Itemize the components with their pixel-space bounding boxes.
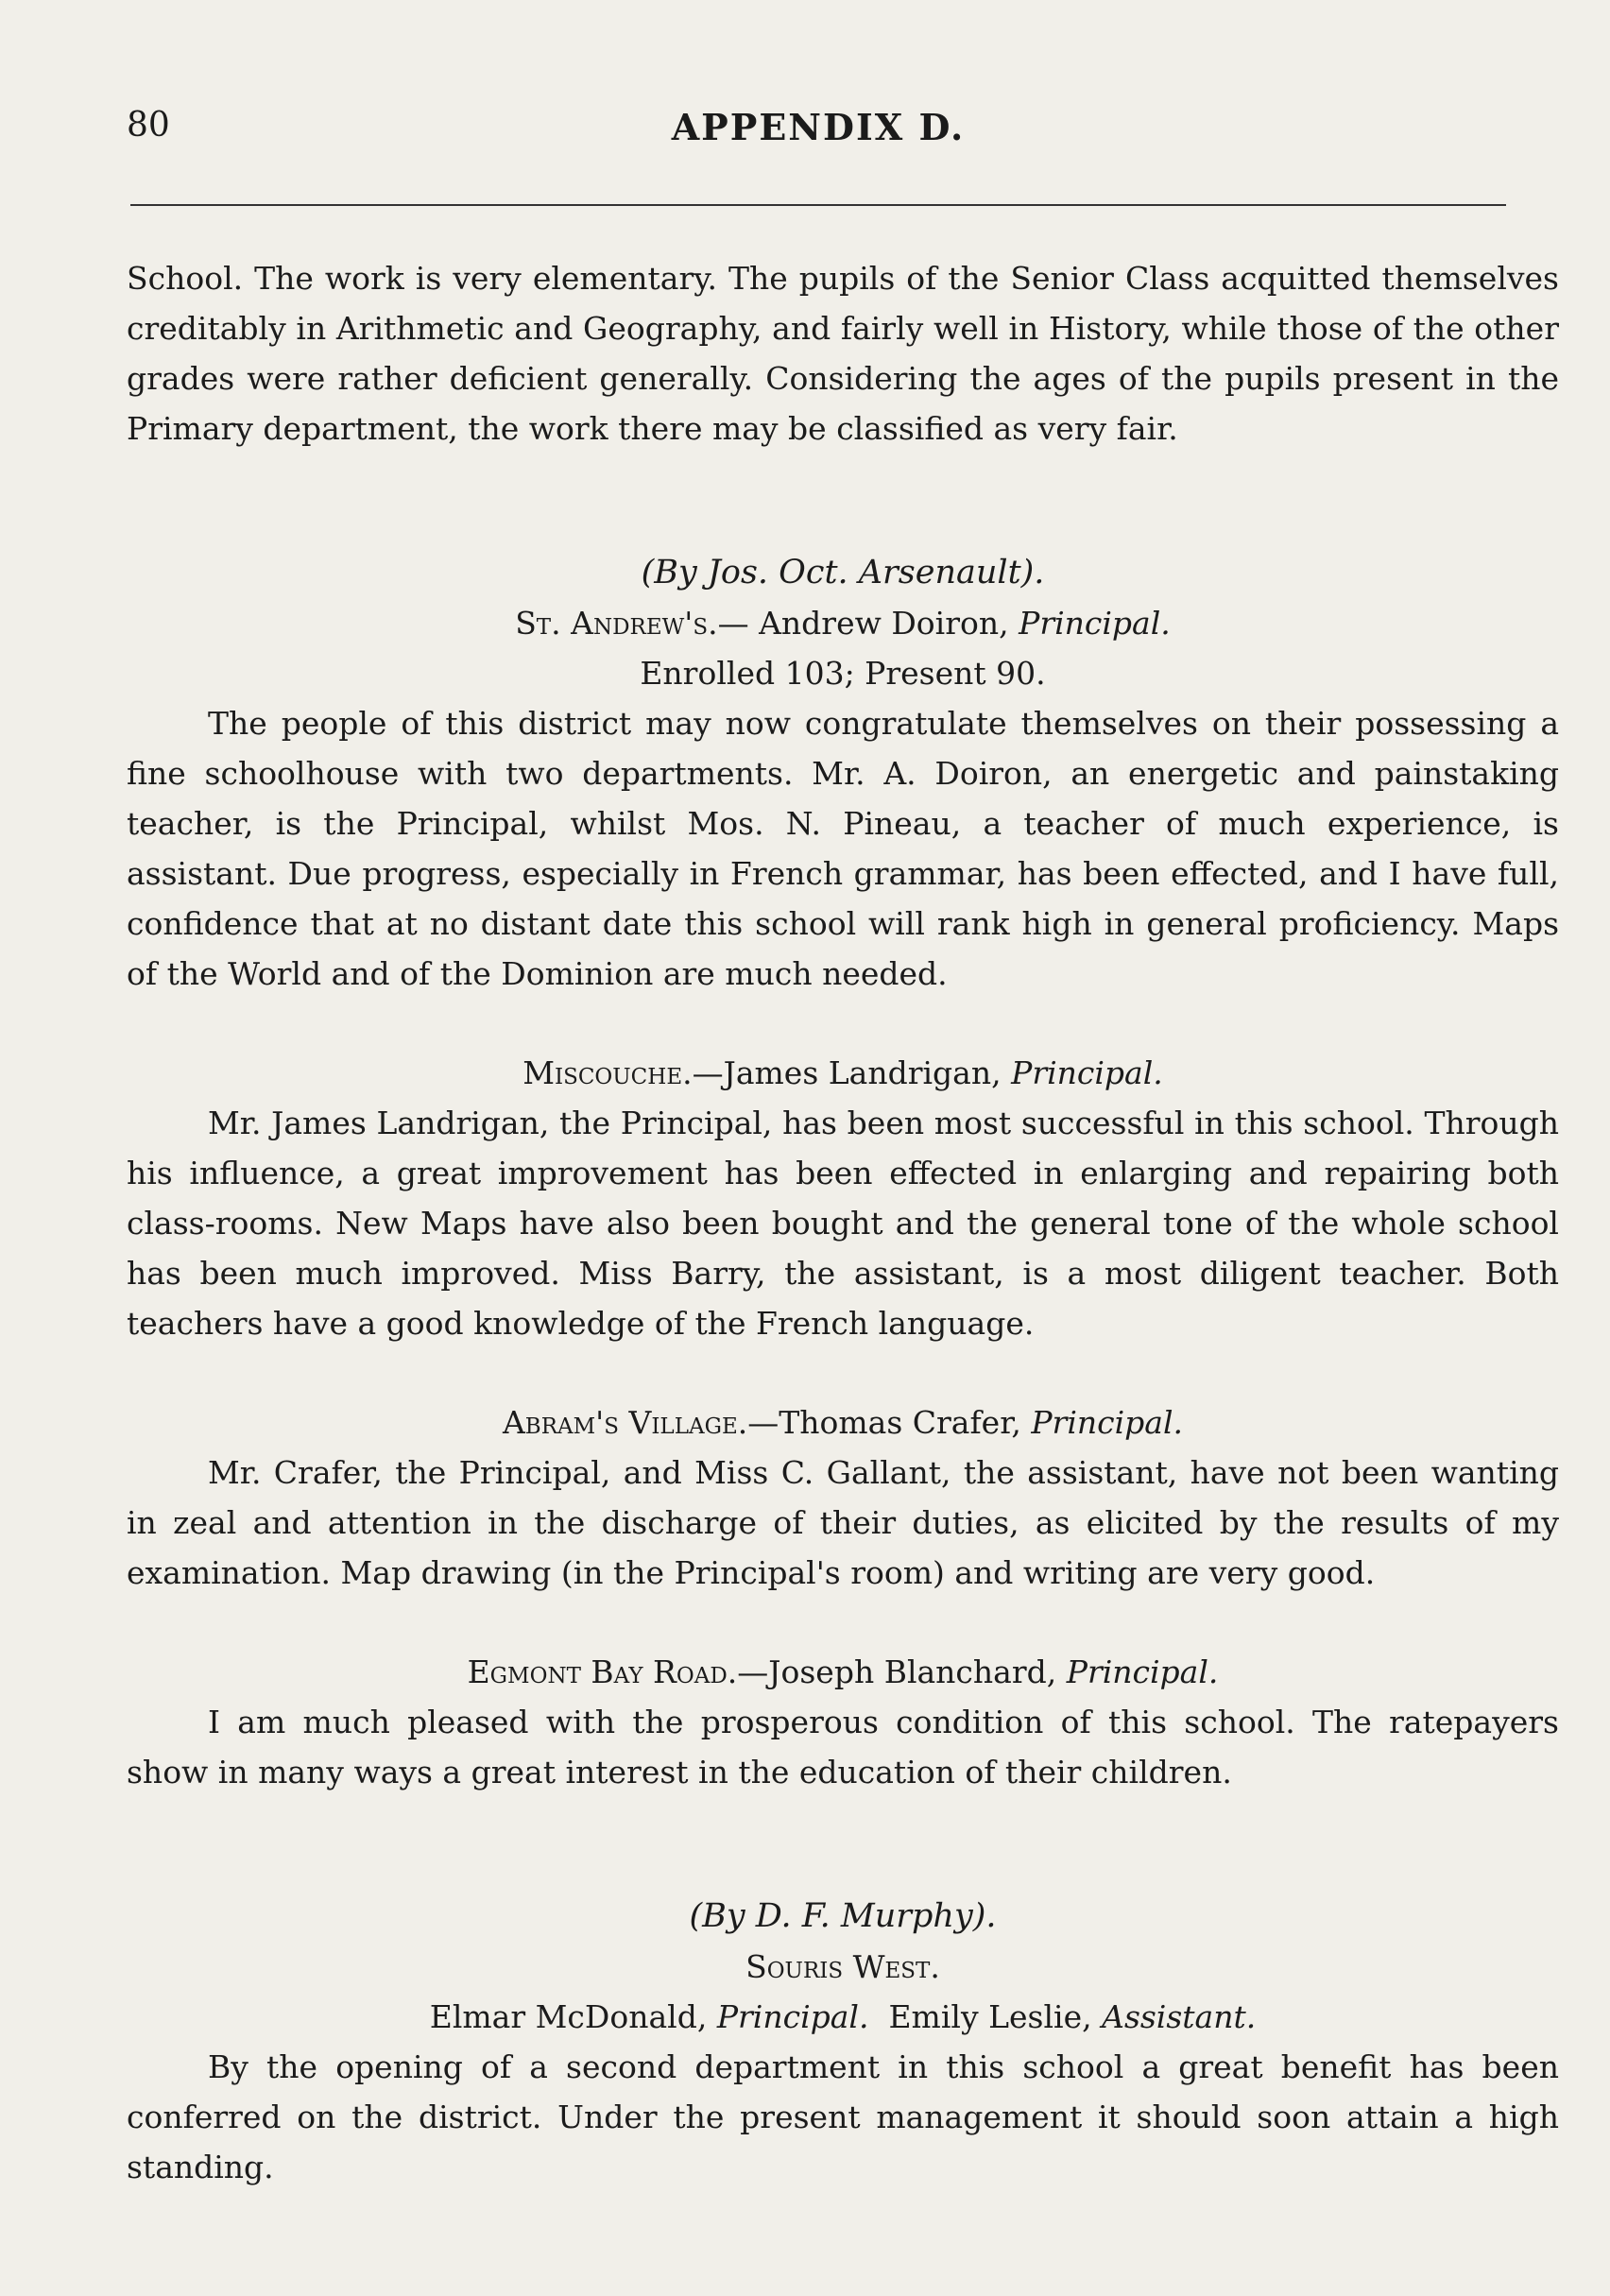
heading-souris-west: Souris West. [745,1948,940,1985]
souris-west-paragraph: By the opening of a second department in this school a great benefit has been conferred on the district. Under the present management it should soon attain a high standing. [127,2048,1559,2185]
running-title: APPENDIX D. [671,106,966,148]
heading-st-andrews [127,598,1559,648]
header-rule [130,204,1506,206]
page-content [127,253,1559,2192]
egmont-bay-road-paragraph: I am much pleased with the prosperous condition of this school. The ratepayers show in many ways a great interest in the education of their children. [127,1704,1559,1791]
school-name: Miscouche. [522,1054,693,1091]
principal-role: Principal. [716,1998,869,2035]
page-number: 80 [127,106,170,145]
souris-west-staff [127,1992,1559,2042]
heading-egmont-bay-road [127,1647,1559,1697]
running-header [127,106,1510,153]
school-name: Egmont Bay Road. [467,1653,738,1690]
opening-paragraph: School. The work is very elementary. The pupils of the Senior Class acquitted themselves creditably in Arithmetic and Geography, and fairly well in History, while those of the other grades were rather deficient generally. Considering the ages of the pupils present in the Primary department, the work there may be classified as very fair. [127,260,1559,447]
principal-role: Principal. [1066,1653,1219,1690]
assistant-name: Emily Leslie, [888,1998,1092,2035]
principal-role: Principal. [1011,1054,1163,1091]
school-name: Abram's Village. [502,1404,748,1441]
school-name: St. Andrew's.— [515,605,749,642]
byline-arsenault: (By Jos. Oct. Arsenault). [641,554,1045,591]
principal-name: —James Landrigan, [692,1054,1002,1091]
principal-name: —Thomas Crafer, [747,1404,1021,1441]
st-andrews-paragraph: The people of this district may now congratulate themselves on their possessing a fine schoolhouse with two departments. Mr. A. Doiron, an energetic and painstaking teacher, is the Principal, whilst Mos. N. Pineau, a teacher of much experience, is assistant. Due progress, especially in French grammar, has been effected, and I have full, confidence that at no distant date this school will rank high in general proficiency. Maps of the World and of the Dominion are much needed. [127,705,1559,992]
principal-role: Principal. [1019,605,1171,642]
miscouche-paragraph: Mr. James Landrigan, the Principal, has been most successful in this school. Through his influence, a great improvement has been effected in enlarging and repairing both class-rooms. New Maps have also been bought and the general tone of the whole school has been much improved. Miss Barry, the assistant, is a most diligent teacher. Both teachers have a good knowledge of the French language. [127,1105,1559,1342]
enrolment-line: Enrolled 103; Present 90. [640,655,1046,692]
heading-miscouche [127,1048,1559,1098]
assistant-role: Assistant. [1102,1998,1257,2035]
principal-name: —Joseph Blanchard, [737,1653,1057,1690]
principal-role: Principal. [1031,1404,1184,1441]
byline-murphy: (By D. F. Murphy). [689,1897,997,1935]
abrams-village-paragraph: Mr. Crafer, the Principal, and Miss C. Gallant, the assistant, have not been wanting in zeal and attention in the discharge of their duties, as elicited by the results of my examination. Map drawing (in the Principal's room) and writing are very good. [127,1454,1559,1591]
principal-name: Andrew Doiron, [759,605,1009,642]
principal-name: Elmar McDonald, [429,1998,708,2035]
heading-abrams-village [127,1397,1559,1448]
